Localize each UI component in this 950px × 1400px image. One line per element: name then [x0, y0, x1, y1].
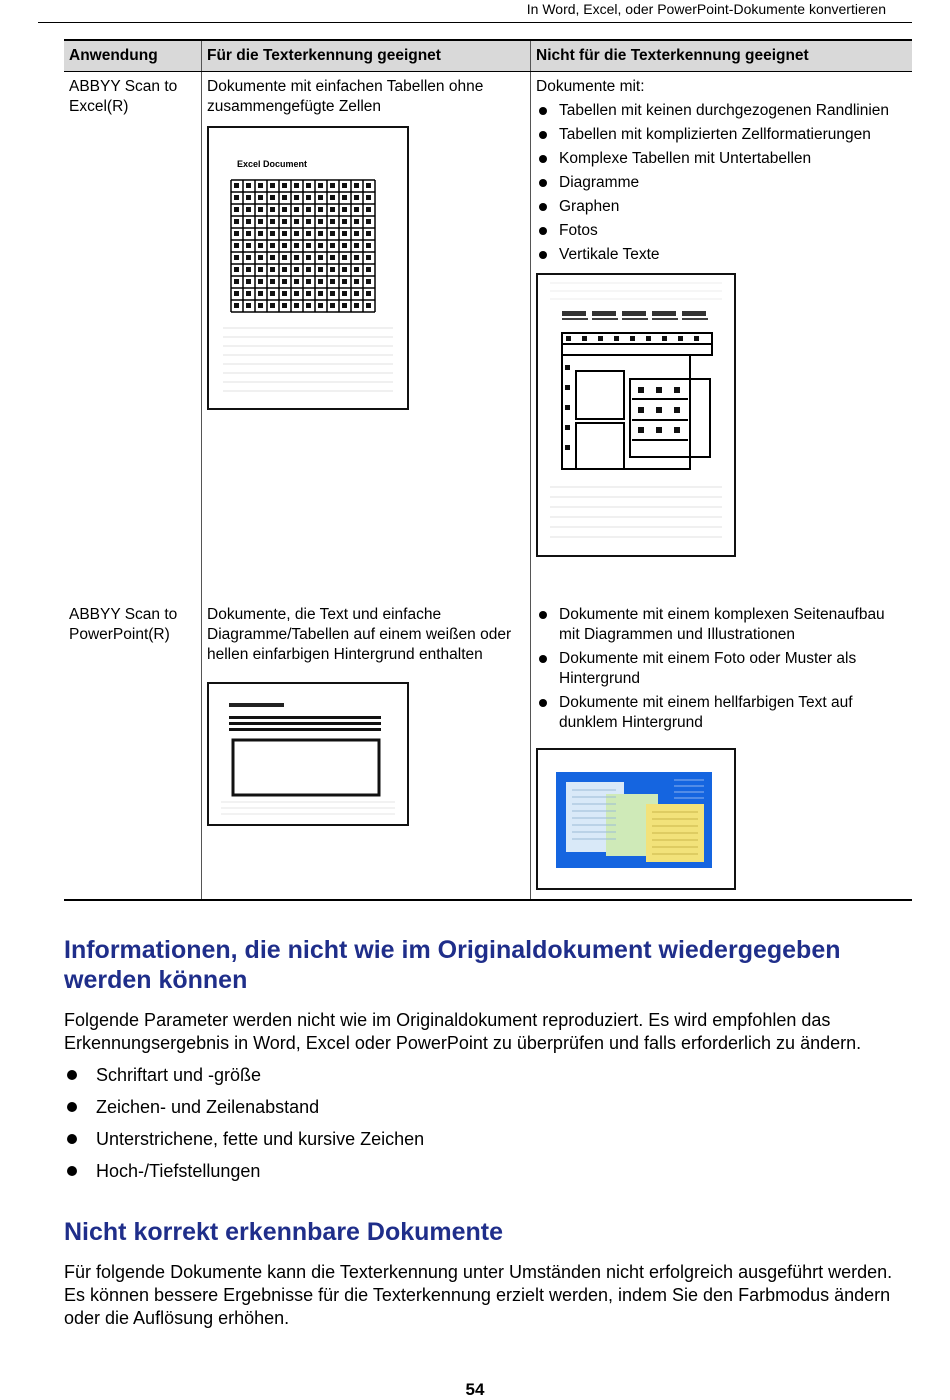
suitable-cell [202, 600, 531, 900]
tab-mark [622, 311, 646, 316]
cell-mark [366, 219, 371, 224]
cell-mark [234, 303, 239, 308]
cell-mark [342, 207, 347, 212]
unsuitable-list [536, 605, 907, 733]
cell-mark [330, 255, 335, 260]
unsuitable-list [536, 101, 907, 265]
cell-mark [282, 207, 287, 212]
table-row [64, 72, 912, 600]
app-name-cell [64, 72, 202, 600]
cell-mark [234, 207, 239, 212]
cell-mark [282, 183, 287, 188]
cell-mark [306, 243, 311, 248]
cell-mark [342, 219, 347, 224]
list-item: Dokumente mit einem hellfarbigen Text auf dunklem Hintergrund [536, 693, 907, 733]
cell-mark [354, 183, 359, 188]
cell-mark [354, 243, 359, 248]
cell-mark [234, 255, 239, 260]
cell-mark [330, 183, 335, 188]
cell-mark [234, 195, 239, 200]
column-header-suitable: Für die Texterkennung geeignet [202, 40, 531, 72]
cell-mark [258, 303, 263, 308]
tab-mark [592, 311, 616, 316]
tab-headers [562, 311, 708, 319]
cell-mark [294, 303, 299, 308]
complex-table-thumbnail [536, 273, 736, 557]
table-row [64, 600, 912, 900]
cell-mark [246, 279, 251, 284]
cell-mark [318, 231, 323, 236]
cell-mark [294, 219, 299, 224]
suitable-cell [202, 72, 531, 600]
cell-mark [270, 183, 275, 188]
cell-mark [270, 243, 275, 248]
cell-mark [270, 231, 275, 236]
list-item: Vertikale Texte [536, 245, 907, 265]
cell-mark [565, 365, 570, 370]
cell-mark [258, 243, 263, 248]
cell-mark [366, 231, 371, 236]
cell-mark [318, 243, 323, 248]
cell-mark [318, 219, 323, 224]
complex-table [562, 333, 712, 469]
cell-mark [342, 183, 347, 188]
tab-mark [682, 311, 706, 316]
cell-mark [306, 279, 311, 284]
cell-mark [638, 427, 644, 433]
cell-mark [282, 291, 287, 296]
suitable-text: Dokumente mit einfachen Tabellen ohne zusammengefügte Zellen [207, 78, 484, 115]
running-header: In Word, Excel, oder PowerPoint-Dokumente konvertieren [526, 1, 886, 17]
cell-mark [614, 336, 619, 341]
cell-mark [306, 267, 311, 272]
cell-mark [318, 207, 323, 212]
suitability-table [64, 39, 912, 901]
cell-mark [306, 291, 311, 296]
cell-mark [318, 291, 323, 296]
cell-mark [282, 267, 287, 272]
cell-mark [330, 267, 335, 272]
cell-mark [354, 195, 359, 200]
cell-mark [258, 183, 263, 188]
text-line [229, 728, 381, 731]
cell-mark [678, 336, 683, 341]
cell-mark [630, 336, 635, 341]
cell-mark [258, 267, 263, 272]
cell-mark [330, 243, 335, 248]
cell-mark [342, 279, 347, 284]
app-name: ABBYY Scan to PowerPoint(R) [69, 605, 178, 643]
cell-mark [354, 279, 359, 284]
simple-document-thumbnail [207, 682, 409, 826]
cell-mark [294, 255, 299, 260]
excel-document-thumbnail [207, 126, 409, 410]
suitable-text: Dokumente, die Text und einfache Diagramme/Tabellen auf einem weißen oder hellen einfarbigen Hintergrund enthalten [207, 605, 512, 663]
cell-mark [246, 231, 251, 236]
cell-mark [282, 243, 287, 248]
cell-mark [306, 303, 311, 308]
page-number: 54 [465, 1380, 485, 1399]
cell-mark [294, 183, 299, 188]
section-heading: Nicht korrekt erkennbare Dokumente [64, 1218, 504, 1246]
cell-mark [342, 303, 347, 308]
list-item: Zeichen- und Zeilenabstand [64, 1095, 424, 1127]
cell-mark [246, 219, 251, 224]
cell-mark [565, 405, 570, 410]
cell-mark [330, 219, 335, 224]
section-heading: Informationen, die nicht wie im Originaldokument wiedergegeben werden können [64, 936, 841, 994]
cell-mark [330, 207, 335, 212]
cell-mark [282, 231, 287, 236]
cell-mark [354, 255, 359, 260]
thumbnail-heading-bar [229, 703, 284, 707]
cell-mark [270, 195, 275, 200]
list-item: Komplexe Tabellen mit Untertabellen [536, 149, 907, 169]
cell-mark [270, 255, 275, 260]
cell-mark [234, 243, 239, 248]
cell-mark [270, 279, 275, 284]
cell-mark [366, 195, 371, 200]
cell-mark [366, 279, 371, 284]
cell-mark [366, 303, 371, 308]
cell-mark [258, 219, 263, 224]
cell-mark [282, 303, 287, 308]
section-body: Für folgende Dokumente kann die Texterkennung unter Umständen nicht erfolgreich ausgeführt werden. Es können bessere Ergebnisse für die Texterkennung erzielt werden, indem Sie den Farbmodus ändern oder die Auflösung erhöhen. [64, 1262, 893, 1328]
cell-mark [565, 385, 570, 390]
cell-mark [582, 336, 587, 341]
cell-mark [234, 219, 239, 224]
cell-mark [354, 291, 359, 296]
cell-mark [246, 243, 251, 248]
cell-mark [342, 267, 347, 272]
cell-mark [646, 336, 651, 341]
cell-mark [282, 279, 287, 284]
cell-mark [366, 291, 371, 296]
cell-mark [246, 303, 251, 308]
cell-mark [258, 255, 263, 260]
cell-mark [258, 195, 263, 200]
cell-mark [674, 427, 680, 433]
cell-mark [330, 303, 335, 308]
cell-mark [270, 267, 275, 272]
cell-mark [234, 231, 239, 236]
cell-mark [306, 231, 311, 236]
cell-mark [318, 195, 323, 200]
cell-mark [306, 207, 311, 212]
cell-mark [258, 291, 263, 296]
cell-mark [246, 195, 251, 200]
cell-mark [318, 183, 323, 188]
cell-mark [282, 255, 287, 260]
list-item: Tabellen mit keinen durchgezogenen Randlinien [536, 101, 907, 121]
unsuitable-intro: Dokumente mit: [536, 78, 645, 95]
cell-mark [246, 267, 251, 272]
cell-mark [354, 267, 359, 272]
list-item: Dokumente mit einem Foto oder Muster als Hintergrund [536, 649, 907, 689]
cell-mark [674, 407, 680, 413]
cell-mark [294, 207, 299, 212]
cell-mark [366, 267, 371, 272]
app-name: ABBYY Scan to Excel(R) [69, 78, 178, 115]
cell-mark [282, 195, 287, 200]
app-name-cell [64, 600, 202, 900]
tab-mark [652, 311, 676, 316]
cell-mark [246, 183, 251, 188]
cell-mark [294, 243, 299, 248]
cell-mark [318, 267, 323, 272]
list-item: Unterstrichene, fette und kursive Zeichen [64, 1127, 424, 1159]
cell-mark [258, 279, 263, 284]
cell-mark [270, 303, 275, 308]
section-body: Folgende Parameter werden nicht wie im Originaldokument reproduziert. Es wird empfohlen das Erkennungsergebnis in Word, Excel oder PowerPoint zu überprüfen und falls erforderlich zu ändern. [64, 1010, 862, 1053]
cell-mark [234, 291, 239, 296]
thumbnail-title: Excel Document [237, 159, 308, 169]
cell-mark [294, 267, 299, 272]
cell-mark [565, 425, 570, 430]
cell-mark [318, 279, 323, 284]
text-line [229, 722, 381, 725]
cell-mark [598, 336, 603, 341]
faint-text-lines [223, 328, 393, 391]
list-item: Graphen [536, 197, 907, 217]
cell-mark [294, 291, 299, 296]
cell-mark [656, 427, 662, 433]
cell-mark [674, 387, 680, 393]
cell-mark [566, 336, 571, 341]
cell-mark [246, 207, 251, 212]
list-item: Tabellen mit komplizierten Zellformatierungen [536, 125, 907, 145]
slide-thumbnail [536, 748, 736, 890]
cell-mark [656, 407, 662, 413]
column-header-application: Anwendung [64, 40, 202, 72]
cell-mark [258, 207, 263, 212]
list-item: Diagramme [536, 173, 907, 193]
cell-mark [354, 219, 359, 224]
faint-text-lines [221, 802, 395, 814]
cell-mark [342, 231, 347, 236]
cell-mark [354, 303, 359, 308]
cell-mark [638, 407, 644, 413]
cell-mark [270, 207, 275, 212]
cell-mark [246, 255, 251, 260]
cell-mark [366, 207, 371, 212]
cell-mark [656, 387, 662, 393]
header-divider [38, 22, 912, 23]
cell-mark [270, 219, 275, 224]
cell-mark [330, 291, 335, 296]
cell-mark [694, 336, 699, 341]
cell-mark [294, 279, 299, 284]
cell-mark [354, 207, 359, 212]
cell-mark [294, 231, 299, 236]
cell-mark [258, 231, 263, 236]
thumbnail-box [233, 740, 379, 795]
cell-mark [638, 387, 644, 393]
cell-mark [342, 243, 347, 248]
cell-mark [306, 219, 311, 224]
cell-mark [306, 195, 311, 200]
column-header-unsuitable: Nicht für die Texterkennung geeignet [531, 40, 913, 72]
cell-mark [342, 255, 347, 260]
list-item: Hoch-/Tiefstellungen [64, 1159, 424, 1191]
tab-mark [562, 311, 586, 316]
cell-mark [366, 243, 371, 248]
cell-mark [342, 291, 347, 296]
cell-mark [282, 219, 287, 224]
cell-mark [306, 183, 311, 188]
excel-grid [231, 180, 375, 312]
text-line [229, 716, 381, 719]
cell-mark [366, 255, 371, 260]
cell-mark [330, 279, 335, 284]
cell-mark [366, 183, 371, 188]
cell-mark [330, 195, 335, 200]
cell-mark [234, 279, 239, 284]
cell-mark [234, 267, 239, 272]
cell-mark [234, 183, 239, 188]
parameter-list [64, 1063, 424, 1191]
cell-mark [306, 255, 311, 260]
cell-mark [330, 231, 335, 236]
cell-mark [565, 445, 570, 450]
table-cell-marks [565, 336, 699, 450]
cell-mark [354, 231, 359, 236]
list-item: Fotos [536, 221, 907, 241]
cell-mark [246, 291, 251, 296]
unsuitable-cell [531, 72, 913, 600]
cell-mark [342, 195, 347, 200]
cell-mark [318, 303, 323, 308]
list-item: Dokumente mit einem komplexen Seitenaufbau mit Diagrammen und Illustrationen [536, 605, 907, 645]
cell-mark [294, 195, 299, 200]
cell-mark [662, 336, 667, 341]
table-header-row [64, 40, 912, 72]
cell-mark [318, 255, 323, 260]
cell-mark [270, 291, 275, 296]
unsuitable-cell [531, 600, 913, 900]
list-item: Schriftart und -größe [64, 1063, 424, 1095]
